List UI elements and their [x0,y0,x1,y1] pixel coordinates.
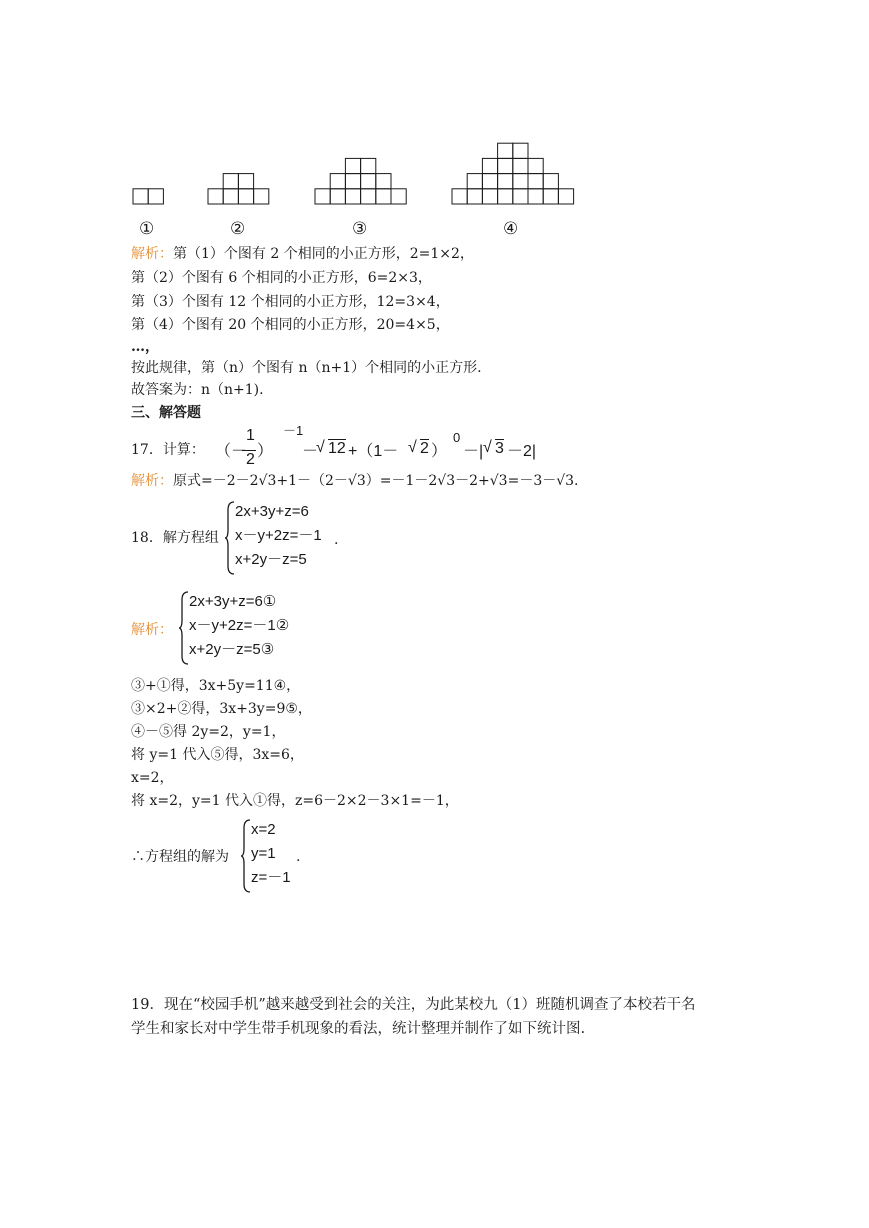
unit-square [254,189,269,204]
unit-square [467,189,482,204]
unit-square [513,189,528,204]
q18-label: 18．解方程组 [131,530,219,546]
unit-square [361,174,376,189]
unit-square [208,189,223,204]
unit-square [482,158,497,173]
equation: x－y+2z=－1 [235,527,322,544]
section-title: 三、解答题 [131,405,201,421]
figure-label-1: ① [139,219,155,239]
solution16-line: …， [131,339,159,355]
unit-square [543,189,558,204]
solution16-line: 第（2）个图有 6 个相同的小正方形，6=2×3， [131,270,432,286]
equation: x+2y－z=5 [235,551,307,568]
unit-square [482,174,497,189]
unit-square [345,189,360,204]
unit-square [391,189,406,204]
unit-square [345,174,360,189]
unit-square [467,174,482,189]
unit-square [558,189,573,204]
unit-square [376,174,391,189]
solution-value: y=1 [251,845,276,862]
solution16-line: 解析：第（1）个图有 2 个相同的小正方形，2=1×2， [131,246,474,262]
square-pattern-figures [0,0,869,215]
unit-square [315,189,330,204]
unit-square [330,174,345,189]
q18-solution-end: . [296,849,301,865]
unit-square [498,158,513,173]
unit-square [238,189,253,204]
unit-square [513,158,528,173]
q17-expression: （－ 1 2 ） －1 － √ 12 +（1－ √ 2 ） 0 －| √ 3 －2| [215,423,537,468]
unit-square [361,189,376,204]
q17-label: 17．计算： [131,442,205,458]
unit-square [482,189,497,204]
solution-value: x=2 [251,821,276,838]
unit-square [498,143,513,158]
q18-step: 将 y=1 代入⑤得，3x=6， [131,747,304,763]
q18-end: . [334,532,339,548]
unit-square [498,189,513,204]
q18-conclusion: ∴方程组的解为 [131,849,229,865]
figure-label-3: ③ [352,219,368,239]
unit-square [452,189,467,204]
unit-square [361,158,376,173]
q18-step: ③+①得，3x+5y=11④， [131,678,301,694]
unit-square [513,143,528,158]
equation: x+2y－z=5③ [189,641,275,658]
q18-step: ④－⑤得 2y=2，y=1， [131,724,286,740]
solution16-line: 第（3）个图有 12 个相同的小正方形，12=3×4， [131,294,450,310]
unit-square [238,174,253,189]
solution16-line: 按此规律，第（n）个图有 n（n+1）个相同的小正方形. [131,360,482,376]
unit-square [528,158,543,173]
unit-square [513,174,528,189]
unit-square [223,174,238,189]
q18-numbered-equations [189,590,289,662]
solution16-line: 第（4）个图有 20 个相同的小正方形，20=4×5， [131,317,450,333]
q18-equations [235,500,322,572]
unit-square [133,189,148,204]
q18-answer-prefix: 解析： [131,622,173,638]
solution16-line: 故答案为：n（n+1). [131,382,264,398]
unit-square [223,189,238,204]
unit-square [330,189,345,204]
q19-line: 学生和家长对中学生带手机现象的看法，统计整理并制作了如下统计图. [131,1021,586,1037]
q17-answer: 解析：原式=－2－2√3+1－（2－√3）=－1－2√3－2+√3=－3－√3. [131,473,579,489]
equation: 2x+3y+z=6 [235,503,309,520]
figure-label-4: ④ [503,219,519,239]
q18-step: ③×2+②得，3x+3y=9⑤， [131,701,312,717]
q18-step: x=2， [131,770,174,786]
figure-label-2: ② [230,219,246,239]
unit-square [528,189,543,204]
unit-square [528,174,543,189]
equation: x－y+2z=－1② [189,617,290,634]
q18-solution [251,818,291,890]
q18-step: 将 x=2，y=1 代入①得，z=6－2×2－3×1=－1， [131,793,459,809]
q19-line: 19．现在“校园手机”越来越受到社会的关注，为此某校九（1）班随机调查了本校若干名 [131,997,696,1013]
unit-square [498,174,513,189]
unit-square [345,158,360,173]
unit-square [148,189,163,204]
equation: 2x+3y+z=6① [189,593,277,610]
unit-square [543,174,558,189]
solution-value: z=－1 [251,869,291,886]
unit-square [376,189,391,204]
